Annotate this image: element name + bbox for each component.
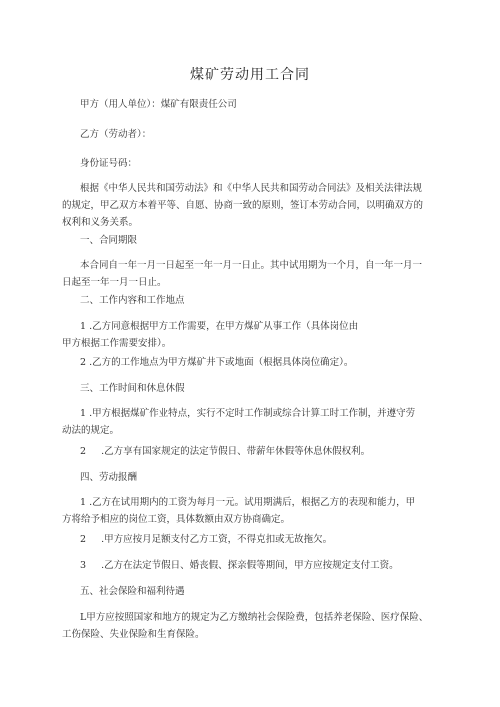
section-4-item-1-line-2: 方将给予相应的岗位工资，具体数额由双方协商确定。 — [62, 514, 291, 525]
section-1-line-2: 日起至一年一月一日止。 — [62, 277, 167, 288]
section-1-text — [62, 257, 440, 291]
section-3-item-1 — [62, 405, 440, 439]
section-3-item-1-line-1: 1 .甲方根据煤矿作业特点，实行不定时工作制或综合计算工时工作制，并遵守劳 — [80, 408, 416, 419]
section-5-heading: 五、社会保险和福利待遇 — [80, 586, 185, 597]
section-5-item-1-line-1: L甲方应按照国家和地方的规定为乙方缴纳社会保险费，包括养老保险、医疗保险、 — [80, 612, 429, 623]
id-number-line: 身份证号码： — [80, 158, 138, 169]
section-4-item-1-line-1: 1 .乙方在试用期内的工资为每月一元。试用期满后，根据乙方的表现和能力，甲 — [80, 497, 416, 508]
section-5-item-1-line-2: 工伤保险、失业保险和生育保险。 — [62, 629, 205, 640]
intro-line-1: 根据《中华人民共和国劳动法》和《中华人民共和国劳动合同法》及相关法律法规 — [80, 183, 423, 194]
section-5-item-1 — [62, 609, 440, 643]
intro-paragraph — [62, 180, 440, 231]
document-title: 煤矿劳动用工合同 — [190, 67, 310, 83]
section-1-heading: 一、合同期限 — [80, 235, 138, 246]
section-2-item-1-line-1: 1 .乙方同意根据甲方工作需要，在甲方煤矿从事工作（具体岗位由 — [80, 321, 359, 332]
section-2-item-1-line-2: 甲方根据工作需要安排）。 — [62, 338, 172, 349]
section-4-item-3: 3 .乙方在法定节假日、婚丧假、探亲假等期间，甲方应按规定支付工资。 — [80, 560, 399, 571]
intro-line-3: 权利和义务关系。 — [62, 217, 139, 228]
intro-line-2: 的规定，甲乙双方本着平等、自愿、协商一致的原则，签订本劳动合同，以明确双方的 — [62, 200, 424, 211]
section-1-line-1: 本合同自一年一月一日起至一年一月一日止。其中试用期为一个月，自一年一月一 — [80, 260, 423, 271]
section-2-item-2: 2 .乙方的工作地点为甲方煤矿井下或地面（根据具体岗位确定）。 — [80, 357, 354, 368]
section-3-item-1-line-2: 动法的规定。 — [62, 425, 120, 436]
section-3-item-2: 2 .乙方享有国家规定的法定节假日、带薪年休假等休息休假权利。 — [80, 446, 371, 457]
party-a-line: 甲方（用人单位）：煤矿有限责任公司 — [80, 99, 237, 110]
section-2-heading: 二、工作内容和工作地点 — [80, 295, 185, 306]
section-4-heading: 四、劳动报酬 — [80, 472, 138, 483]
section-4-item-1 — [62, 494, 440, 528]
party-b-line: 乙方（劳动者）： — [80, 129, 152, 140]
section-3-heading: 三、工作时间和休息休假 — [80, 383, 185, 394]
section-2-item-1 — [62, 318, 440, 352]
section-4-item-2: 2 .甲方应按月足额支付乙方工资，不得克扣或无故拖欠。 — [80, 534, 333, 545]
